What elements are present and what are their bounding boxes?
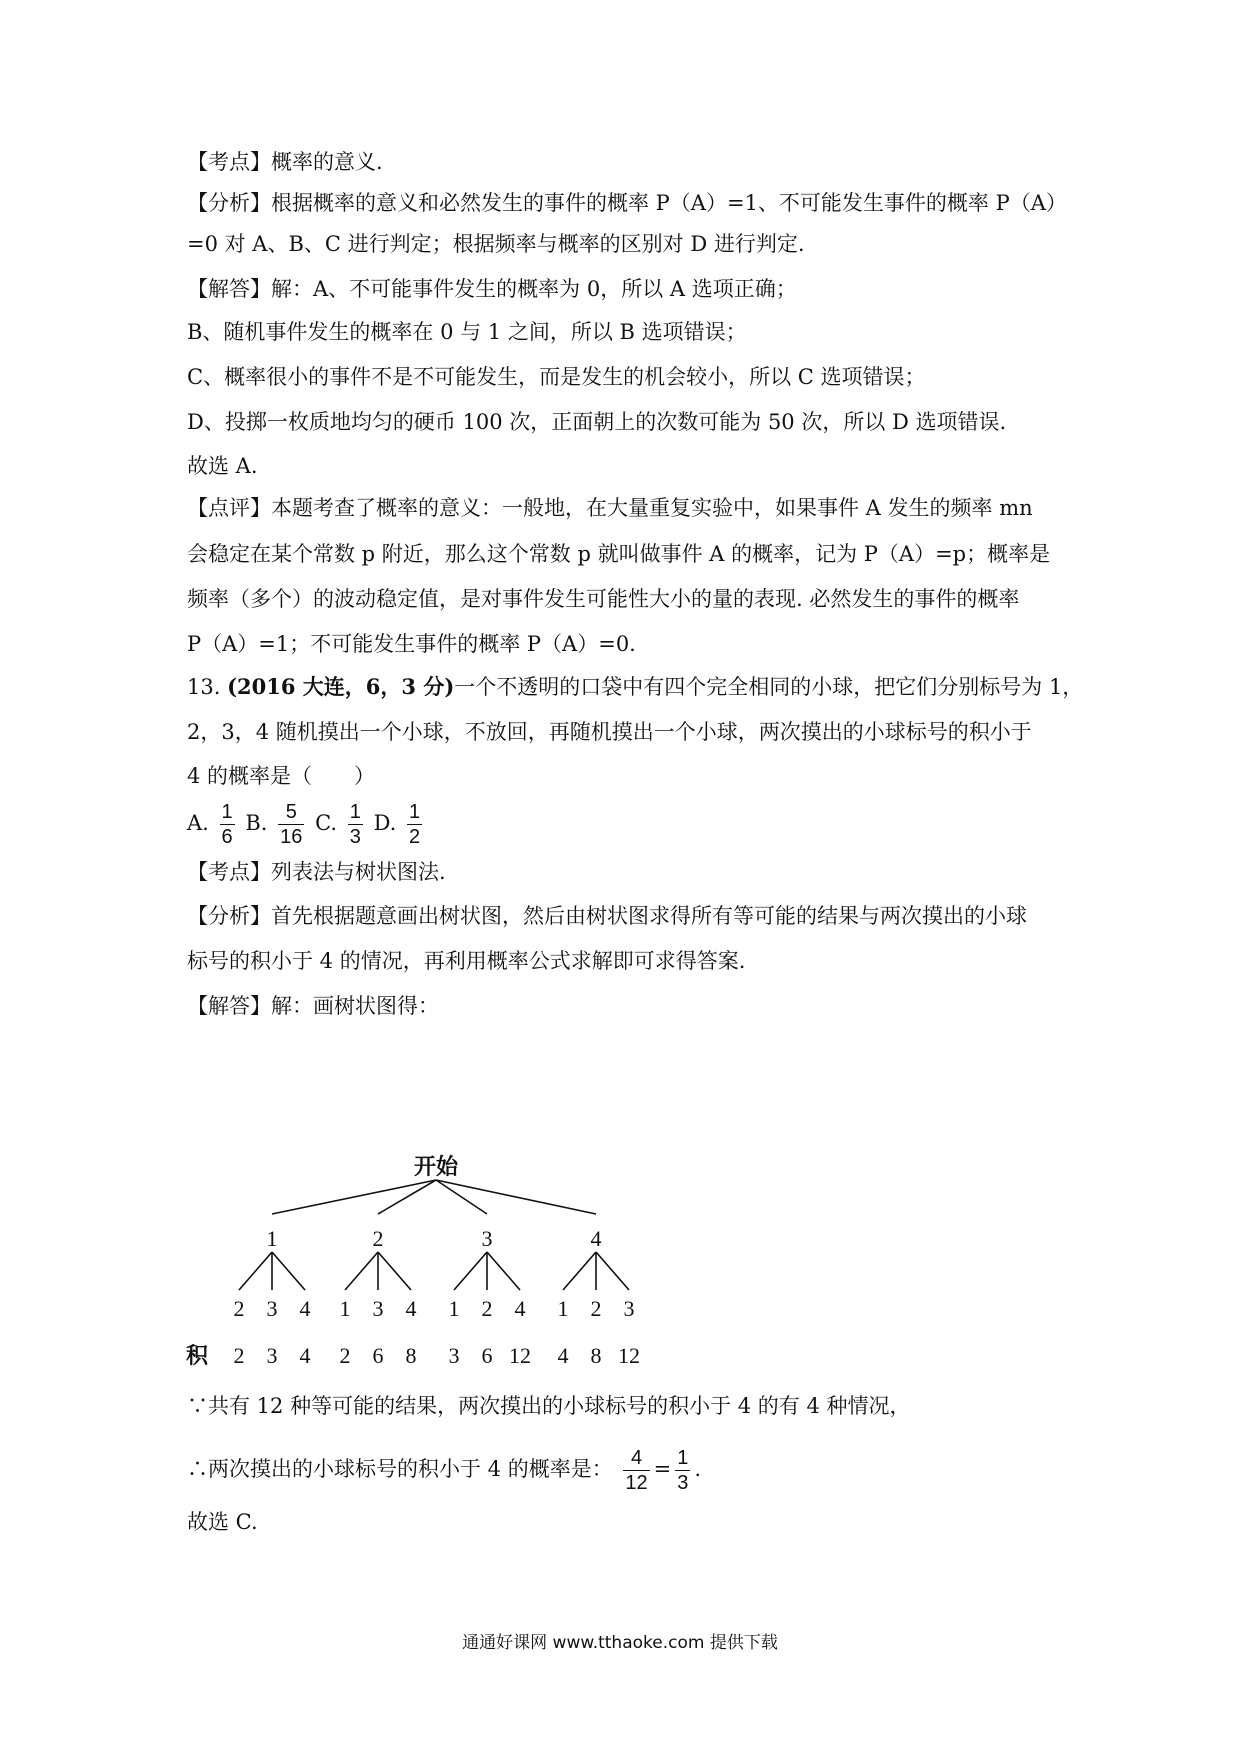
denominator: 16 <box>280 826 303 848</box>
tree-second-draw-node: 2 <box>233 1296 245 1321</box>
tree-first-draw-node: 3 <box>481 1226 493 1251</box>
tree-product-value: 8 <box>405 1343 417 1368</box>
tree-branch <box>436 1180 596 1214</box>
q13-option-c-label: C. <box>315 811 338 835</box>
tree-branch <box>563 1252 596 1290</box>
tree-second-draw-node: 1 <box>448 1296 460 1321</box>
tree-product-value: 3 <box>266 1343 278 1368</box>
tree-branch <box>378 1180 436 1214</box>
q12-dianping-line-2: 会稳定在某个常数 p 附近，那么这个常数 p 就叫做事件 A 的概率，记为 P（A）=p；概率是 <box>187 542 1051 566</box>
q13-option-a-label: A. <box>187 811 209 835</box>
tree-second-draw-node: 2 <box>481 1296 493 1321</box>
q13-stem-line-3: 4 的概率是（ ） <box>187 764 376 788</box>
tree-branch <box>596 1252 629 1290</box>
tree-product-value: 12 <box>509 1343 531 1368</box>
numerator: 1 <box>677 1447 689 1469</box>
q12-dianping-line-3: 频率（多个）的波动稳定值，是对事件发生可能性大小的量的表现. 必然发生的事件的概率 <box>187 587 1020 611</box>
tree-first-draw-node: 2 <box>372 1226 384 1251</box>
tree-second-draw-node: 2 <box>590 1296 602 1321</box>
q13-therefore-line <box>187 1441 1067 1497</box>
tree-product-value: 12 <box>618 1343 640 1368</box>
q13-source: (2016 大连，6，3 分) <box>227 674 455 699</box>
q12-dianping-line-1: 【点评】本题考查了概率的意义：一般地，在大量重复实验中，如果事件 A 发生的频率 mn <box>187 496 1033 520</box>
denominator: 12 <box>625 1472 648 1494</box>
q13-result-period: . <box>694 1457 702 1481</box>
tree-product-value: 4 <box>299 1343 311 1368</box>
tree-branch <box>272 1180 436 1214</box>
q13-therefore: ∴两次摸出的小球标号的积小于 4 的概率是： <box>187 1457 613 1481</box>
q13-because: ∵共有 12 种等可能的结果，两次摸出的小球标号的积小于 4 的有 4 种情况， <box>187 1394 911 1418</box>
tree-second-draw-node: 4 <box>405 1296 417 1321</box>
tree-product-value: 8 <box>590 1343 602 1368</box>
tree-branches <box>239 1180 629 1290</box>
q12-kaodian: 【考点】概率的意义. <box>187 150 383 174</box>
numerator: 1 <box>221 801 233 823</box>
denominator: 3 <box>677 1472 689 1494</box>
tree-branch <box>345 1252 378 1290</box>
q13-answer: 故选 C. <box>187 1510 258 1534</box>
q12-jieda: 【解答】解：A、不可能事件发生的概率为 0，所以 A 选项正确； <box>187 277 797 301</box>
denominator: 3 <box>349 826 361 848</box>
q13-jieda: 【解答】解：画树状图得： <box>187 994 439 1018</box>
numerator: 1 <box>349 801 361 823</box>
tree-second-draw-node: 4 <box>514 1296 526 1321</box>
q12-dianping-line-4: P（A）=1；不可能发生事件的概率 P（A）=0. <box>187 632 636 656</box>
q13-number: 13. <box>187 675 221 699</box>
numerator: 1 <box>409 801 421 823</box>
q13-option-d-label: D. <box>373 811 397 835</box>
tree-branch <box>487 1252 520 1290</box>
tree-second-draw-node: 3 <box>266 1296 278 1321</box>
tree-first-draw-node: 1 <box>266 1226 278 1251</box>
q12-option-d: D、投掷一枚质地均匀的硬币 100 次，正面朝上的次数可能为 50 次，所以 D 选项错误. <box>187 410 1007 434</box>
q13-fenxi-line-2: 标号的积小于 4 的情况，再利用概率公式求解即可求得答案. <box>187 949 746 973</box>
tree-product-value: 2 <box>233 1343 245 1368</box>
q12-option-c: C、概率很小的事件不是不可能发生，而是发生的机会较小，所以 C 选项错误； <box>187 365 926 389</box>
q12-fenxi-line-2: =0 对 A、B、C 进行判定；根据频率与概率的区别对 D 进行判定. <box>187 232 805 256</box>
tree-product-value: 2 <box>339 1343 351 1368</box>
q12-answer: 故选 A. <box>187 454 258 478</box>
q13-stem-text-1: 一个不透明的口袋中有四个完全相同的小球，把它们分别标号为 1， <box>454 675 1084 699</box>
numerator: 5 <box>278 800 304 825</box>
tree-branch <box>239 1252 272 1290</box>
q13-fenxi-line-1: 【分析】首先根据题意画出树状图，然后由树状图求得所有等可能的结果与两次摸出的小球 <box>187 904 1027 928</box>
q13-stem-line-2: 2，3，4 随机摸出一个小球，不放回，再随机摸出一个小球，两次摸出的小球标号的积小于 <box>187 720 1032 744</box>
page-footer: 通通好课网 www.tthaoke.com 提供下载 <box>462 1633 778 1653</box>
tree-root-label: 开始 <box>413 1155 459 1180</box>
tree-product-value: 6 <box>372 1343 384 1368</box>
q12-option-b: B、随机事件发生的概率在 0 与 1 之间，所以 B 选项错误； <box>187 320 747 344</box>
tree-branch <box>378 1252 411 1290</box>
tree-product-value: 3 <box>448 1343 460 1368</box>
q13-result-fraction-2 <box>675 1446 690 1495</box>
tree-node-labels <box>234 1226 641 1368</box>
tree-second-draw-node: 3 <box>372 1296 384 1321</box>
tree-second-draw-node: 3 <box>623 1296 635 1321</box>
tree-second-draw-node: 1 <box>339 1296 351 1321</box>
numerator: 4 <box>623 1446 649 1471</box>
q13-kaodian: 【考点】列表法与树状图法. <box>187 860 446 884</box>
tree-second-draw-node: 1 <box>557 1296 569 1321</box>
q13-option-b-label: B. <box>245 811 268 835</box>
tree-second-draw-node: 4 <box>299 1296 311 1321</box>
tree-product-value: 6 <box>481 1343 493 1368</box>
q12-fenxi-line-1: 【分析】根据概率的意义和必然发生的事件的概率 P（A）=1、不可能发生事件的概率 P（A） <box>187 191 1067 215</box>
q13-result-equals: = <box>653 1457 672 1481</box>
tree-branch <box>272 1252 305 1290</box>
denominator: 2 <box>409 826 421 848</box>
tree-product-label: 积 <box>185 1344 209 1369</box>
tree-product-value: 4 <box>557 1343 569 1368</box>
tree-first-draw-node: 4 <box>590 1226 602 1251</box>
q13-result-fraction-1 <box>623 1446 649 1495</box>
tree-branch <box>454 1252 487 1290</box>
denominator: 6 <box>221 826 233 848</box>
